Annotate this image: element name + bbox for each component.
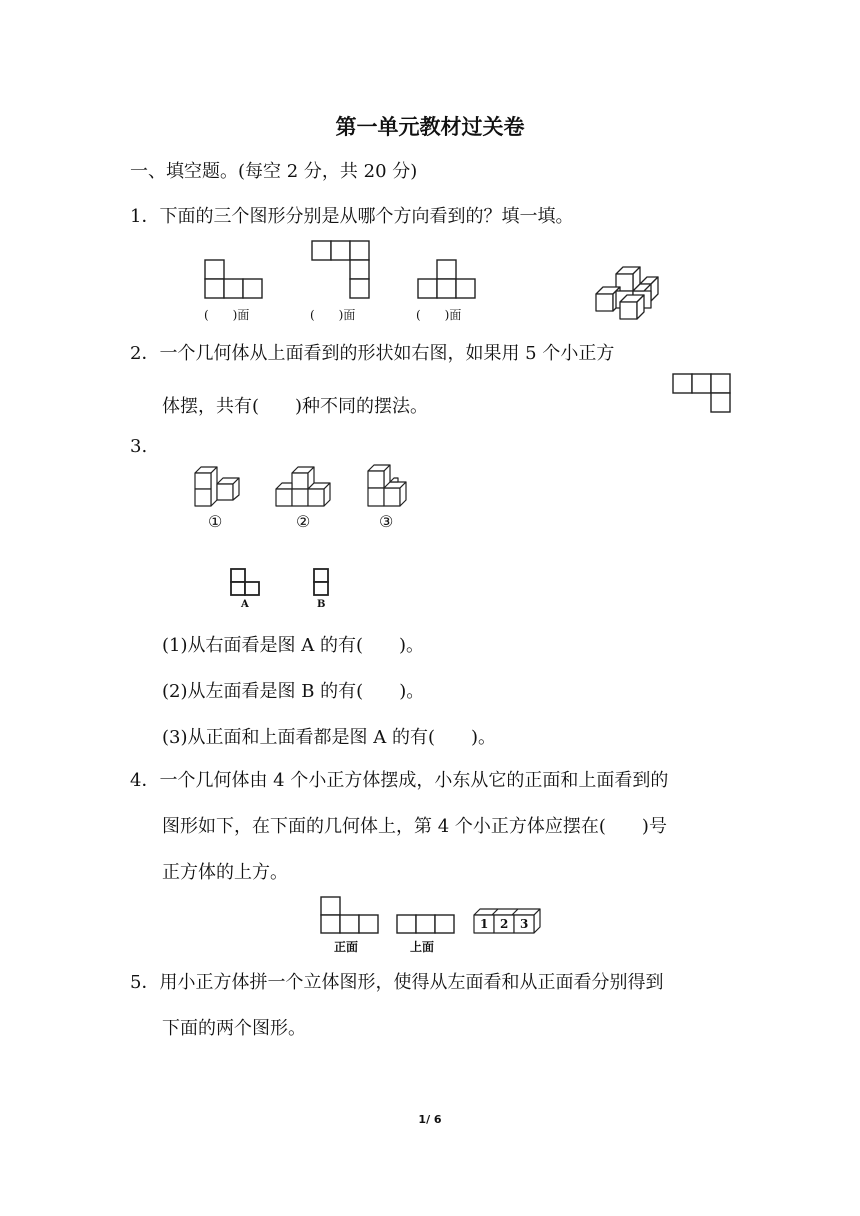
question-3-number: 3.: [130, 436, 148, 457]
q3-sub-question-2: (2)从左面看是图 B 的有( )。: [162, 681, 425, 702]
q4-cube-number-2: 2: [500, 917, 509, 931]
q1-label-1: ( )面: [204, 308, 250, 322]
q4-cube-number-3: 3: [520, 917, 529, 931]
q1-cube-stack-figure: [592, 265, 664, 329]
question-4-line-3: 正方体的上方。: [162, 862, 288, 883]
question-2-line-2: 体摆，共有( )种不同的摆法。: [162, 396, 429, 417]
question-5-line-2: 下面的两个图形。: [162, 1018, 306, 1039]
q3-solid-figure-3: [366, 463, 416, 509]
question-4-line-2: 图形如下，在下面的几何体上，第 4 个小正方体应摆在( )号: [162, 816, 667, 837]
q4-front-view-label: 正面: [334, 940, 359, 954]
question-4-line-1: 4．一个几何体由 4 个小正方体摆成，小东从它的正面和上面看到的: [130, 770, 669, 791]
q3-sub-question-1: (1)从右面看是图 A 的有( )。: [162, 635, 424, 656]
question-2-line-1: 2．一个几何体从上面看到的形状如右图，如果用 5 个小正方: [130, 343, 615, 364]
q3-view-b-figure: [313, 568, 333, 598]
section-heading: 一、填空题。(每空 2 分，共 20 分): [130, 161, 418, 182]
page-number: 1/ 6: [418, 1113, 442, 1126]
q1-label-3: ( )面: [416, 308, 462, 322]
q4-front-view-figure: [320, 896, 380, 936]
q1-view-figure-3: [417, 258, 477, 300]
q3-figure-label-2: ②: [296, 512, 311, 531]
q3-view-b-label: B: [317, 599, 326, 610]
q3-figure-label-3: ③: [379, 512, 394, 531]
q4-cube-number-1: 1: [480, 917, 489, 931]
q3-sub-question-3: (3)从正面和上面看都是图 A 的有( )。: [162, 727, 496, 748]
page-title: 第一单元教材过关卷: [335, 115, 525, 139]
q3-solid-figure-1: [193, 465, 243, 509]
question-5-line-1: 5．用小正方体拼一个立体图形，使得从左面看和从正面看分别得到: [130, 972, 664, 993]
q1-view-figure-1: [204, 258, 264, 300]
question-1-text: 1．下面的三个图形分别是从哪个方向看到的？填一填。: [130, 206, 574, 227]
q2-top-view-figure: [672, 373, 732, 413]
q3-figure-label-1: ①: [208, 512, 223, 531]
q1-view-figure-2: [311, 240, 371, 300]
q1-label-2: ( )面: [310, 308, 356, 322]
q3-view-a-figure: [230, 568, 266, 598]
q4-top-view-figure: [396, 914, 456, 936]
q3-view-a-label: A: [241, 599, 249, 610]
q3-solid-figure-2: [274, 465, 336, 509]
q4-top-view-label: 上面: [410, 940, 435, 954]
